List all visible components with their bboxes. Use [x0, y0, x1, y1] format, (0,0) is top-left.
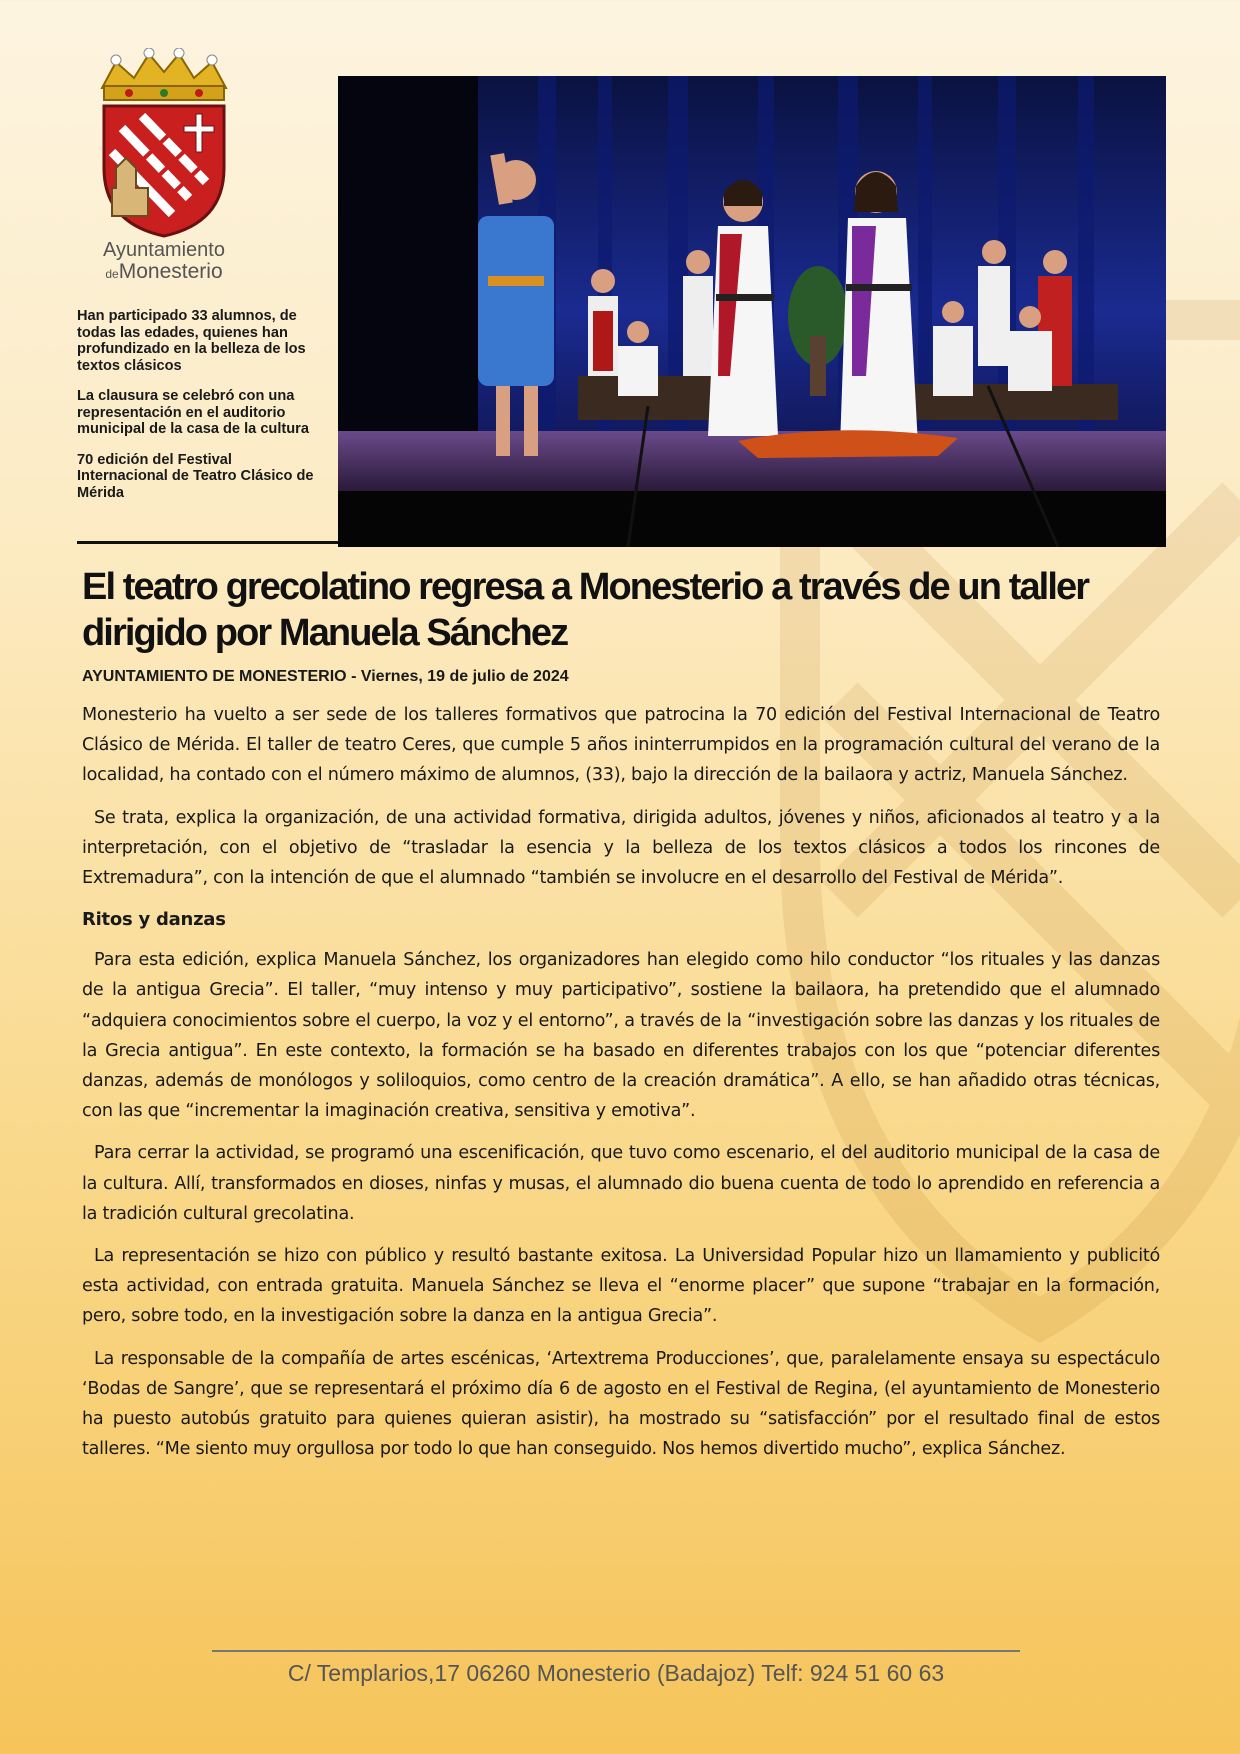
article-paragraph: Para cerrar la actividad, se programó una escenificación, que tuvo como escenario, el del auditorio municipal de la casa de la cultura. Allí, transformados en dioses, ninfas y musas, el alumnado dio buena cuenta de todo lo aprendido en referencia a la tradición cultural grecolatina.: [82, 1143, 1160, 1224]
crown-icon: [102, 48, 226, 100]
logo-line2: Monesterio: [118, 260, 223, 283]
article-body: [82, 700, 1160, 1476]
sidebar-divider: [77, 541, 339, 544]
highlight-item: Han participado 33 alumnos, de todas las edades, quienes han profundizado en la belleza de los textos clásicos: [77, 308, 306, 374]
stage-performance-photo: [338, 76, 1166, 547]
article-paragraph: Se trata, explica la organización, de una actividad formativa, dirigida adultos, jóvenes y niños, aficionados al teatro y a la interpretación, con el objetivo de “trasladar la esencia y la belleza de los textos clásicos a todos los rincones de Extremadura”, con la intención de que el alumnado “también se involucre en el desarrollo del Festival de Mérida”.: [82, 807, 1160, 889]
article-subheading: Ritos y danzas: [82, 909, 226, 931]
highlights-sidebar: [77, 308, 317, 515]
article-paragraph: La representación se hizo con público y resultó bastante exitosa. La Universidad Popular hizo un llamamiento y publicitó esta actividad, con entrada gratuita. Manuela Sánchez se lleva el “enorme placer” que supone “trabajar en la formación, pero, sobre todo, en la investigación sobre la danza en la antigua Grecia”.: [82, 1246, 1160, 1327]
article-paragraph: Para esta edición, explica Manuela Sánchez, los organizadores han elegido como hilo conductor “los rituales y las danzas de la antigua Grecia”. El taller, “muy intenso y muy participativo”, sostiene la bailaora, ha pretendido que el alumnado “adquiera conocimientos sobre el cuerpo, la voz y el entorno”, a través de la “investigación sobre las danzas y los rituales de la Grecia antigua”. En este contexto, la formación se ha basado en diferentes trabajos con los que “potenciar diferentes danzas, además de monólogos y soliloquios, como centro de la creación dramática”. A ello, se han añadido otras técnicas, con las que “incrementar la imaginación creativa, sensitiva y emotiva”.: [82, 950, 1160, 1122]
article-paragraph: Monesterio ha vuelto a ser sede de los talleres formativos que patrocina la 70 edición del Festival Internacional de Teatro Clásico de Mérida. El taller de teatro Ceres, que cumple 5 años ininterrumpidos en la programación cultural del verano de la localidad, ha contado con el número máximo de alumnos, (33), bajo la dirección de la bailaora y actriz, Manuela Sánchez.: [82, 705, 1160, 786]
footer-address: C/ Templarios,17 06260 Monesterio (Badajoz) Telf: 924 51 60 63: [287, 1660, 945, 1686]
article-byline: AYUNTAMIENTO DE MONESTERIO - Viernes, 19 de julio de 2024: [82, 668, 569, 685]
footer-divider: [212, 1650, 1020, 1652]
coat-of-arms-icon: [94, 48, 234, 238]
article-headline: El teatro grecolatino regresa a Monesterio a través de un taller dirigido por Manuela Sánchez: [82, 566, 1089, 654]
highlight-item: 70 edición del Festival Internacional de Teatro Clásico de Mérida: [77, 451, 314, 501]
municipality-logo: [94, 48, 234, 283]
article-paragraph: La responsable de la compañía de artes escénicas, ‘Artextrema Producciones’, que, paralelamente ensaya su espectáculo ‘Bodas de Sangre’, que se representará el próximo día 6 de agosto en el Festival de Regina, (el ayuntamiento de Monesterio ha puesto autobús gratuito para quienes quieran asistir), ha mostrado su “satisfacción” por el resultado final de estos talleres. “Me siento muy orgullosa por todo lo que han conseguido. Nos hemos divertido mucho”, explica Sánchez.: [82, 1348, 1160, 1460]
highlight-item: La clausura se celebró con una representación en el auditorio municipal de la casa de la cultura: [77, 388, 309, 437]
logo-line1: Ayuntamiento: [103, 239, 225, 261]
logo-prefix: de: [105, 267, 119, 281]
